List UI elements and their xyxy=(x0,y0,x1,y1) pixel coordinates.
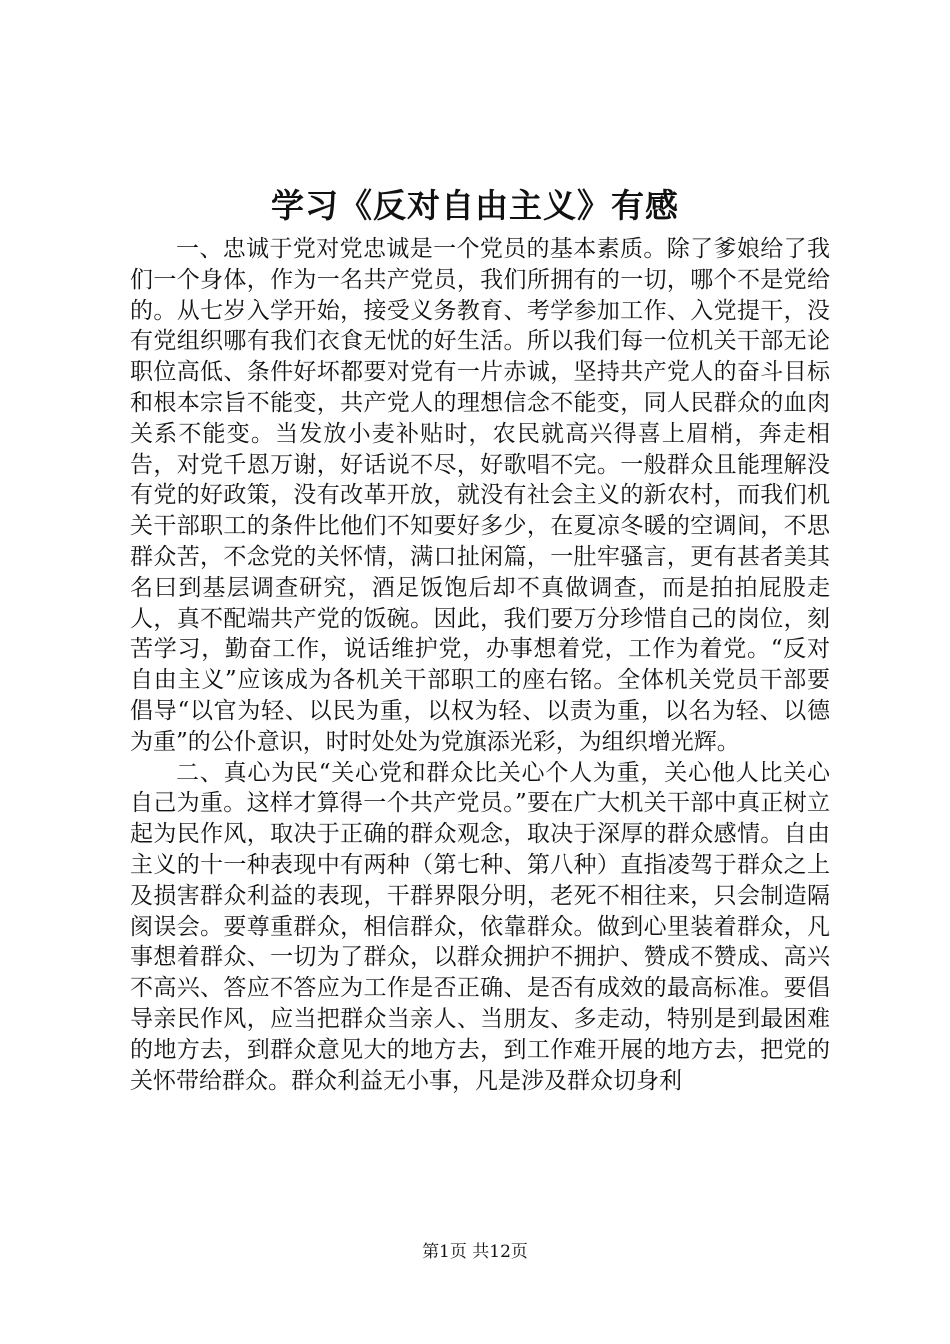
paragraph-1: 一、忠诚于党对党忠诚是一个党员的基本素质。除了爹娘给了我们一个身体，作为一名共产党员，我们所拥有的一切，哪个不是党给的。从七岁入学开始，接受义务教育、考学参加工作、入党提干，没有党组织哪有我们衣食无忧的好生活。所以我们每一位机关干部无论职位高低、条件好坏都要对党有一片赤诚，坚持共产党人的奋斗目标和根本宗旨不能变，共产党人的理想信念不能变，同人民群众的血肉关系不能变。当发放小麦补贴时，农民就高兴得喜上眉梢，奔走相告，对党千恩万谢，好话说不尽，好歌唱不完。一般群众且能理解没有党的好政策，没有改革开放，就没有社会主义的新农村，而我们机关干部职工的条件比他们不知要好多少，在夏凉冬暖的空调间，不思群众苦，不念党的关怀情，满口扯闲篇，一肚牢骚言，更有甚者美其名曰到基层调查研究，酒足饭饱后却不真做调查，而是拍拍屁股走人，真不配端共产党的饭碗。因此，我们要万分珍惜自己的岗位，刻苦学习，勤奋工作，说话维护党，办事想着党，工作为着党。“反对自由主义”应该成为各机关干部职工的座右铭。全体机关党员干部要倡导“以官为轻、以民为重，以权为轻、以责为重，以名为轻、以德为重”的公仆意识，时时处处为党旗添光彩，为组织增光辉。 xyxy=(130,236,830,755)
document-body xyxy=(130,234,830,1096)
document-title: 学习《反对自由主义》有感 xyxy=(271,186,679,225)
paragraph-2: 二、真心为民“关心党和群众比关心个人为重，关心他人比关心自己为重。这样才算得一个共产党员。”要在广大机关干部中真正树立起为民作风，取决于正确的群众观念，取决于深厚的群众感情。自由主义的十一种表现中有两种（第七种、第八种）直指凌驾于群众之上及损害群众利益的表现，干群界限分明，老死不相往来，只会制造隔阂误会。要尊重群众，相信群众，依靠群众。做到心里装着群众，凡事想着群众、一切为了群众，以群众拥护不拥护、赞成不赞成、高兴不高兴、答应不答应为工作是否正确、是否有成效的最高标准。要倡导亲民作风，应当把群众当亲人、当朋友、多走动，特别是到最困难的地方去，到群众意见大的地方去，到工作难开展的地方去，把党的关怀带给群众。群众利益无小事，凡是涉及群众切身利 xyxy=(130,759,830,1094)
page-footer: 第1页 共12页 xyxy=(422,1242,528,1262)
